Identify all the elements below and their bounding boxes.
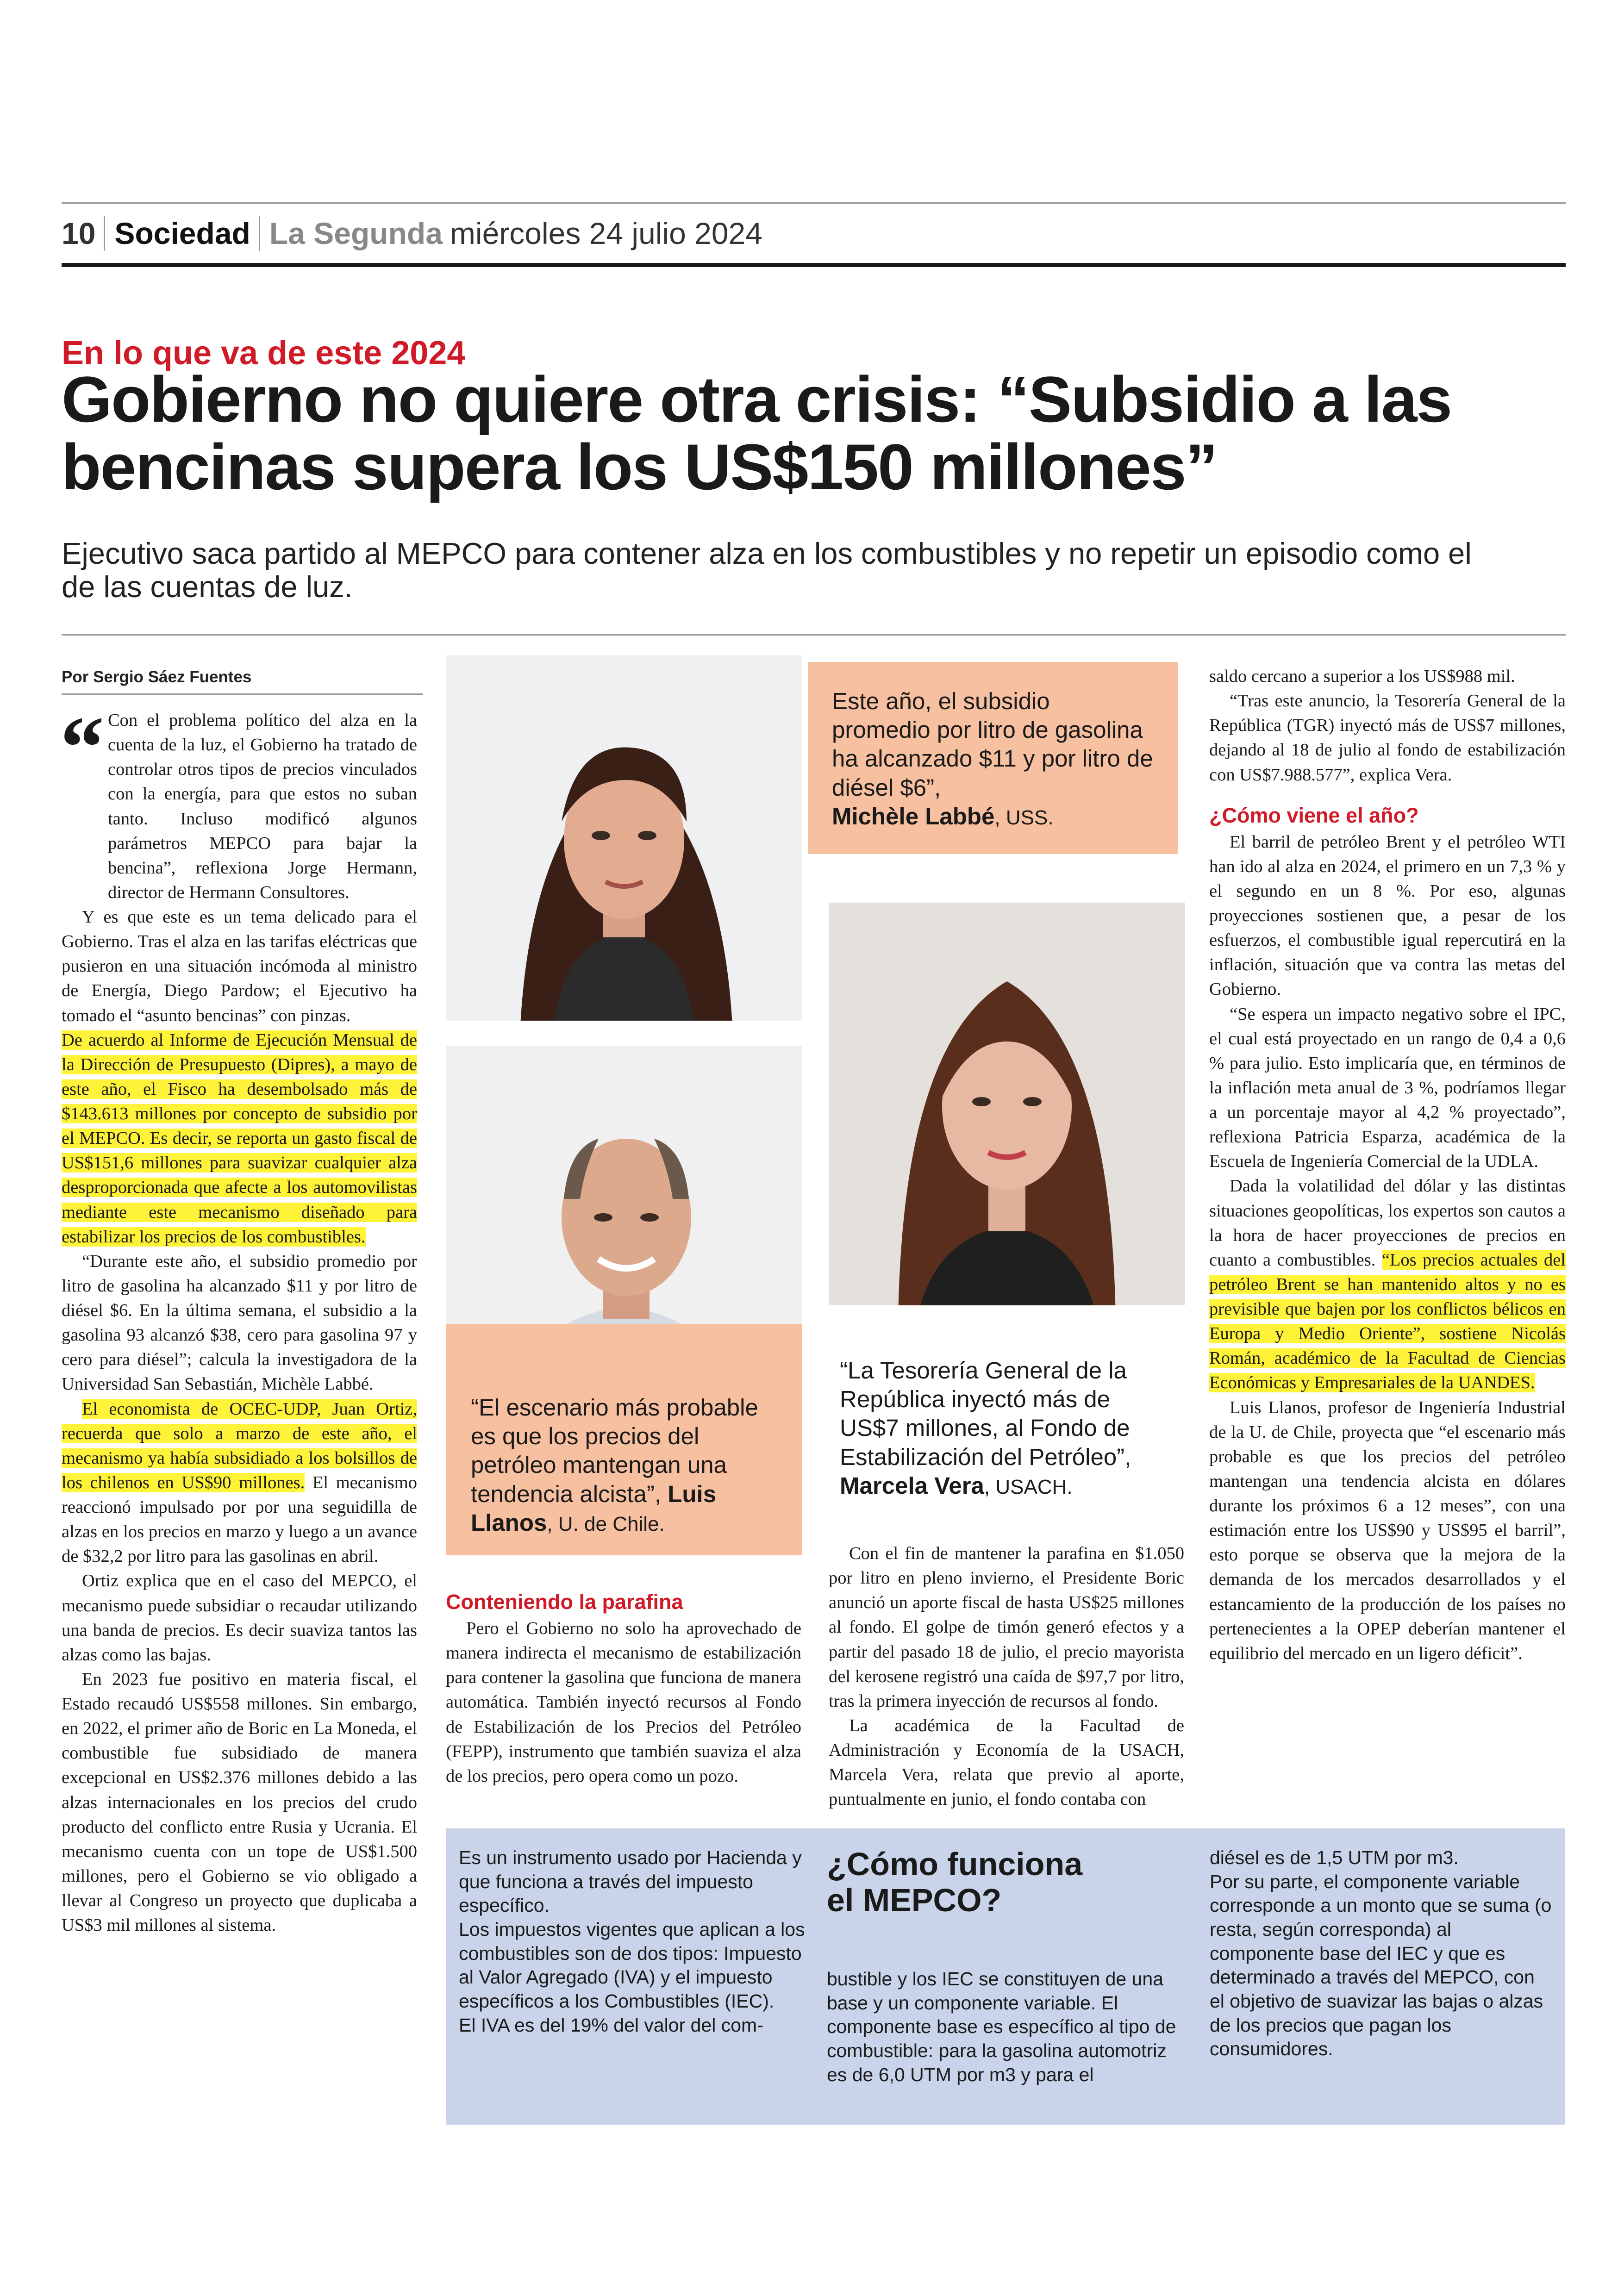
quote-affiliation: , U. de Chile. — [547, 1512, 665, 1535]
paragraph: “Durante este año, el subsidio promedio por litro de gasolina ha alcanzado $11 y por litro de diésel $6. En la última semana, el subsidio a la gasolina 93 alcanzó $38, cero para gasolina 97 y cero para diésel”; calcula la investigadora de la Universidad San Sebastián, Michèle Labbé. — [62, 1251, 417, 1394]
quote-text: “La Tesorería General de la República inyectó más de US$7 millones, al Fondo de Estabilización del Petróleo”, — [840, 1357, 1131, 1470]
article-column-3 — [829, 1541, 1184, 1812]
quote-affiliation: , USS. — [994, 806, 1054, 829]
paragraph — [62, 1397, 417, 1569]
article-column-1 — [62, 708, 417, 1938]
quote-bubble-vera — [824, 1305, 1185, 1514]
portrait-illustration — [829, 903, 1185, 1315]
quote-text: Este año, el subsidio promedio por litro de gasolina ha alcanzado $11 y por litro de diésel $6”, — [832, 688, 1153, 801]
publication-name: La Segunda — [269, 216, 443, 250]
quote-bubble-llanos — [446, 1324, 802, 1555]
paragraph-highlighted — [62, 1028, 417, 1249]
paragraph: Con el fin de mantener la parafina en $1.050 por litro en pleno invierno, el Presidente Boric anunció un aporte fiscal de hasta US$25 millones al fondo. El golpe de timón generó efectos y a partir del pasado 18 de julio, el precio mayorista del kerosene registró una caída de $97,7 por litro, tras la primera inyección de recursos al fondo. — [829, 1544, 1184, 1711]
photo-michele-labbe — [446, 655, 802, 1021]
paragraph: Pero el Gobierno no solo ha aprovechado de manera indirecta el mecanismo de estabilización para contener la gasolina que funciona de manera automática. También inyectó recursos al Fondo de Estabilización de los Precios del Petróleo (FEPP), instrumento que también suaviza el alza de los precios, pero opera como un pozo. — [446, 1619, 801, 1786]
paragraph: Y es que este es un tema delicado para el Gobierno. Tras el alza en las tarifas eléctricas que pusieron en una situación incómoda al ministro de Energía, Diego Pardow; el Ejecutivo ha tomado el “asunto bencinas” con pinzas. — [62, 907, 417, 1025]
paragraph: Ortiz explica que en el caso del MEPCO, el mecanismo puede subsidiar o recaudar utilizando una banda de precios. Es decir suaviza tantos las alzas como las bajas. — [62, 1571, 417, 1665]
infobox-title: ¿Cómo funciona el MEPCO? — [827, 1846, 1083, 1919]
quote-author: Luis Llanos — [471, 1480, 717, 1536]
infobox-column-1: Es un instrumento usado por Hacienda y que funciona a través del impuesto específico. Los impuestos vigentes que aplican a los combustibles son de dos tipos: Impuesto al Valor Agregado (IVA) y el impuesto específicos a los Combustibles (IEC). El IVA es del 19% del valor del com- — [459, 1847, 805, 2036]
paragraph: Con el problema político del alza en la cuenta de la luz, el Gobierno ha tratado de controlar otros tipos de precios vinculados con la energía, para que estos no suban tanto. Incluso modificó algunos parámetros MEPCO para bajar la bencina”, reflexiona Jorge Hermann, director de Hermann Consultores. — [108, 711, 417, 902]
byline-rule — [62, 693, 423, 695]
paragraph: “Se espera un impacto negativo sobre el IPC, el cual está proyectado en un rango de 0,4 a 0,6 % para julio. Esto implicaría que, en términos de la inflación meta anual de 3 %, podríamos llegar a un porcentaje mayor al 4,2 % proyectado”, reflexiona Patricia Esparza, académica de la Escuela de Ingeniería Comercial de la UDLA. — [1209, 1004, 1566, 1172]
highlight: El economista de OCEC-UDP, Juan Ortiz, recuerda que solo a marzo de este año, el mecanismo ya había subsidiado a los bolsillos de los chilenos en US$90 millones. — [62, 1399, 417, 1492]
paragraph — [1209, 1174, 1566, 1395]
infobox-column-2: bustible y los IEC se constituyen de una base y un componente variable. El componente base es específico al tipo de combustible: para la gasolina automotriz es de 6,0 UTM por m3 y para el — [827, 1968, 1176, 2085]
paragraph: saldo cercano a superior a los US$988 mil. — [1209, 667, 1515, 686]
article-kicker: En lo que va de este 2024 — [62, 335, 466, 372]
quote-bubble-labbe — [808, 662, 1178, 854]
photo-marcela-vera — [829, 903, 1185, 1315]
article-column-4 — [1209, 664, 1566, 1666]
quote-text: “El escenario más probable es que los precios del petróleo mantengan una tendencia alcista”, — [471, 1394, 758, 1507]
paragraph-text: El mecanismo reaccionó impulsado por por una seguidilla de alzas en los precios en marzo y luego a un avance de $32,2 por litro para las gasolinas en abril. — [62, 1472, 417, 1566]
column-subtitle: Conteniendo la parafina — [446, 1590, 683, 1614]
highlight: De acuerdo al Informe de Ejecución Mensual de la Dirección de Presupuesto (Dipres), a mayo de este año, el Fisco ha desembolsado más de $143.613 millones por concepto de subsidio por el MEPCO. Es decir, se reporta un gasto fiscal de US$151,6 millones para suavizar cualquier alza desproporcionada que afecte a los automovilistas mediante este mecanismo diseñado para estabilizar los precios de los combustibles. — [62, 1030, 417, 1247]
title-divider — [62, 634, 1566, 636]
paragraph: “Tras este anuncio, la Tesorería General de la República (TGR) inyectó más de US$7 millones, dejando al 18 de julio al fondo de estabilización con US$7.988.577”, explica Vera. — [1209, 691, 1566, 785]
paragraph: Luis Llanos, profesor de Ingeniería Industrial de la U. de Chile, proyecta que “el escenario más probable es que los precios del petróleo mantengan una tendencia alcista en dólares durante los próximos 6 a 12 meses”, con una estimación entre los US$90 y US$95 el barril”, esto porque se observa que la mejora de la demanda de los mercados desarrollados y el estancamiento de la producción de los países no pertenecientes a la OPEP deberían mantener el equilibrio del mercado en un ligero déficit”. — [1209, 1397, 1566, 1663]
portrait-illustration — [446, 655, 802, 1021]
article-headline: Gobierno no quiere otra crisis: “Subsidio a las bencinas supera los US$150 millones” — [62, 363, 1452, 503]
quote-author: Michèle Labbé — [832, 803, 995, 829]
quote-affiliation: , USACH. — [984, 1475, 1073, 1498]
byline: Por Sergio Sáez Fuentes — [62, 668, 252, 686]
highlight: “Los precios actuales del petróleo Brent se han mantenido altos y no es previsible que bajen por los conflictos bélicos en Europa y Medio Oriente”, sostiene Nicolás Román, académico de la Facultad de Ciencias Económicas y Empresariales de la UANDES. — [1209, 1250, 1566, 1393]
infobox-mepco — [446, 1828, 1565, 2125]
article-column-2 — [446, 1588, 801, 1789]
paragraph-text: Dada la volatilidad del dólar y las distintas situaciones geopolíticas, los expertos son cautos a la hora de hacer proyecciones de precios en cuanto a combustibles. — [1209, 1176, 1566, 1270]
paragraph: En 2023 fue positivo en materia fiscal, el Estado recaudó US$558 millones. Sin embargo, en 2022, el primer año de Boric en La Moneda, el combustible fue subsidiado de manera excepcional en US$2.376 millones debido a las alzas internacionales en los precios del crudo producto del conflicto entre Rusia y Ucrania. El mecanismo cuenta con un tope de US$1.500 millones, pero el Gobierno se vio obligado a llevar al Congreso un proyecto que duplicaba a US$3 mil millones al sistema. — [62, 1669, 417, 1935]
quote-author: Marcela Vera — [840, 1472, 984, 1499]
page-header — [62, 204, 762, 263]
header-bottom-rule — [62, 263, 1566, 267]
article-subhead: Ejecutivo saca partido al MEPCO para contener alza en los combustibles y no repetir un episodio como el de las cuentas de luz. — [62, 536, 1472, 604]
infobox-column-3: diésel es de 1,5 UTM por m3. Por su parte, el componente variable corresponde a un monto que se suma (o resta, según corresponda) al componente base del IEC y que es determinado a través del MEPCO, con el objetivo de suavizar las bajas o alzas de los precios que pagan los consumidores. — [1210, 1847, 1552, 2060]
section-name: Sociedad — [105, 216, 260, 251]
column-subtitle: ¿Cómo viene el año? — [1209, 803, 1419, 827]
paragraph: La académica de la Facultad de Administración y Economía de la USACH, Marcela Vera, relata que previo al aporte, puntualmente en junio, el fondo contaba con — [829, 1715, 1184, 1809]
publication-date: miércoles 24 julio 2024 — [450, 216, 762, 250]
page-number: 10 — [62, 216, 105, 251]
paragraph: El barril de petróleo Brent y el petróleo WTI han ido al alza en 2024, el primero en un 7,3 % y el segundo en un 8 %. Por eso, algunas proyecciones sostienen que, a pesar de los esfuerzos, el combustible igual repercutirá en la inflación, situación que va contra las metas del Gobierno. — [1209, 832, 1566, 999]
opening-quote-icon: “ — [60, 699, 104, 796]
